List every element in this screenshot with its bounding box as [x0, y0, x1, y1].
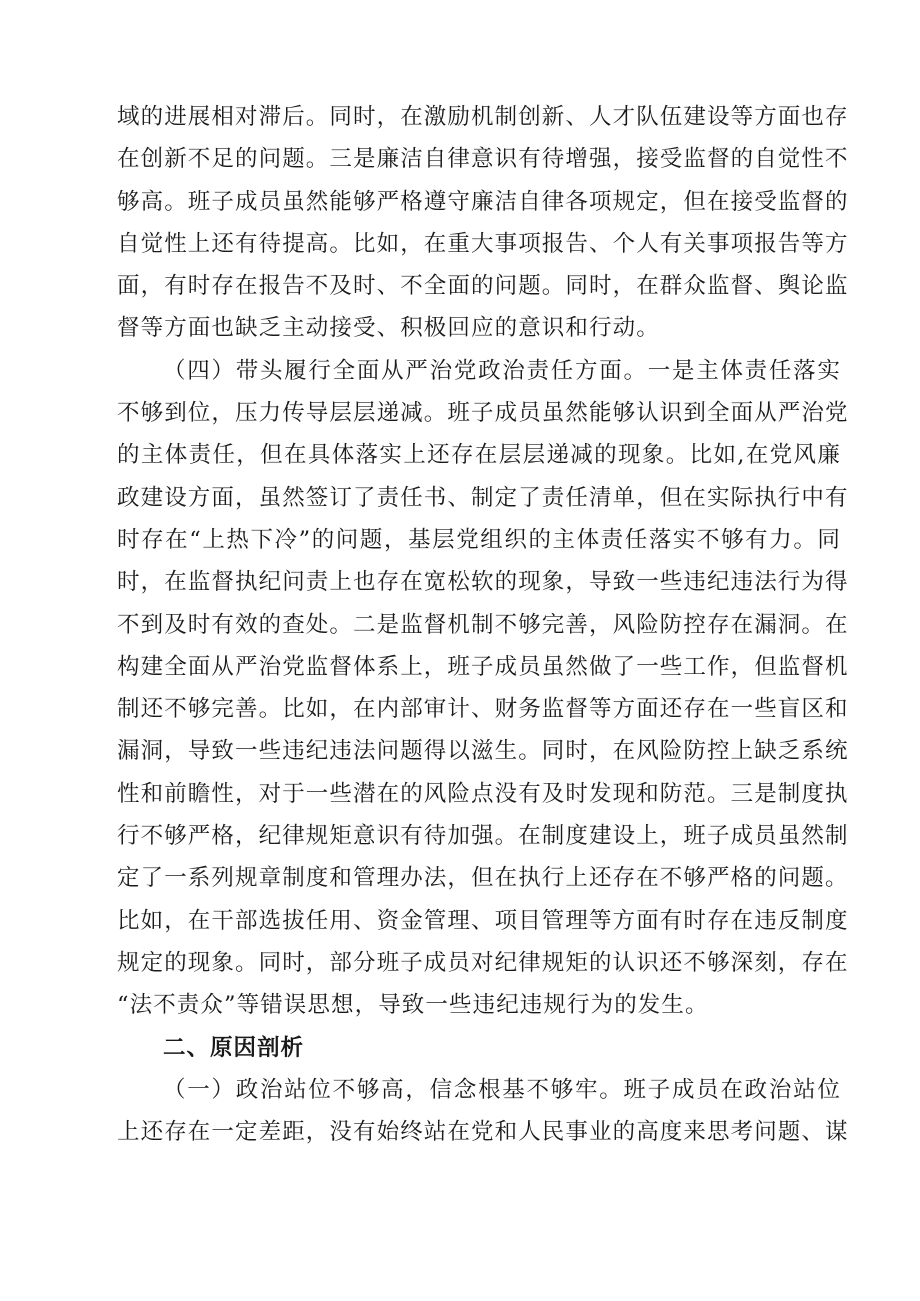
text-line: 政建设方面，虽然签订了责任书、制定了责任清单，但在实际执行中有 — [117, 484, 849, 511]
text-line: 时，在监督执纪问责上也存在宽松软的现象，导致一些违纪违法行为得 — [117, 569, 849, 596]
section-heading: 二、原因剖析 — [163, 1034, 305, 1061]
paragraph-cause-analysis — [117, 1069, 849, 1154]
text-line: 上还存在一定差距，没有始终站在党和人民事业的高度来思考问题、谋 — [117, 1119, 849, 1146]
text-line: “法不责众”等错误思想，导致一些违纪违规行为的发生。 — [117, 992, 709, 1019]
paragraph-party-responsibility — [117, 350, 849, 1027]
text-line: （一）政治站位不够高，信念根基不够牢。班子成员在政治站位 — [163, 1076, 841, 1103]
text-line: 督等方面也缺乏主动接受、积极回应的意识和行动。 — [117, 315, 660, 342]
text-line: 行不够严格，纪律规矩意识有待加强。在制度建设上，班子成员虽然制 — [117, 823, 849, 850]
text-line: 定了一系列规章制度和管理办法，但在执行上还存在不够严格的问题。 — [117, 865, 849, 892]
text-line: 不够到位，压力传导层层递减。班子成员虽然能够认识到全面从严治党 — [117, 400, 849, 427]
paragraph-supervision — [117, 96, 849, 350]
text-line: 面，有时存在报告不及时、不全面的问题。同时，在群众监督、舆论监 — [117, 273, 849, 300]
text-line: 构建全面从严治党监督体系上，班子成员虽然做了一些工作，但监督机 — [117, 653, 849, 680]
text-line: 性和前瞻性，对于一些潜在的风险点没有及时发现和防范。三是制度执 — [117, 780, 849, 807]
text-line: 规定的现象。同时，部分班子成员对纪律规矩的认识还不够深刻，存在 — [117, 949, 849, 976]
text-line: （四）带头履行全面从严治党政治责任方面。一是主体责任落实 — [163, 357, 841, 384]
text-line: 制还不够完善。比如，在内部审计、财务监督等方面还存在一些盲区和 — [117, 696, 849, 723]
text-line: 不到及时有效的查处。二是监督机制不够完善，风险防控存在漏洞。在 — [117, 611, 849, 638]
text-line: 够高。班子成员虽然能够严格遵守廉洁自律各项规定，但在接受监督的 — [117, 188, 849, 215]
text-line: 域的进展相对滞后。同时，在激励机制创新、人才队伍建设等方面也存 — [117, 104, 849, 130]
text-line: 比如，在干部选拔任用、资金管理、项目管理等方面有时存在违反制度 — [117, 907, 849, 934]
text-line: 漏洞，导致一些违纪违法问题得以滋生。同时，在风险防控上缺乏系统 — [117, 738, 849, 765]
text-line: 的主体责任，但在具体落实上还存在层层递减的现象。比如,在党风廉 — [117, 442, 841, 469]
text-line: 自觉性上还有待提高。比如，在重大事项报告、个人有关事项报告等方 — [117, 230, 849, 257]
text-line: 时存在“上热下冷”的问题，基层党组织的主体责任落实不够有力。同 — [117, 526, 841, 553]
document-body — [117, 96, 849, 1153]
text-line: 在创新不足的问题。三是廉洁自律意识有待增强，接受监督的自觉性不 — [117, 146, 849, 173]
